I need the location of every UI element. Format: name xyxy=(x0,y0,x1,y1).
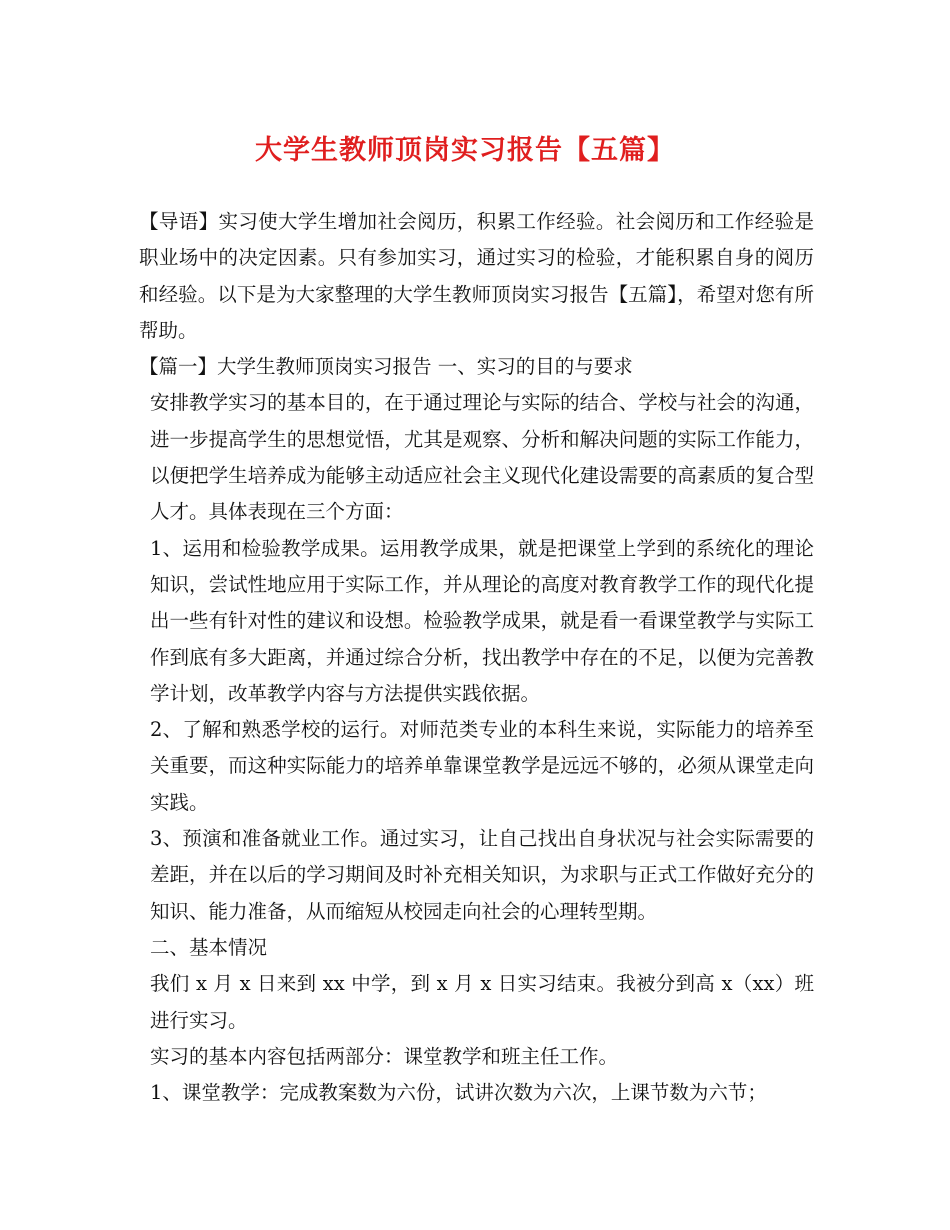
paragraph-section-heading: 【篇一】大学生教师顶岗实习报告 一、实习的目的与要求 xyxy=(139,355,633,379)
paragraph-teaching: 1、课堂教学：完成教案数为六份，试讲次数为六次，上课节数为六节； xyxy=(150,1081,767,1105)
document-title: 大学生教师顶岗实习报告【五篇】 xyxy=(255,135,675,166)
paragraph-intro: 【导语】实习使大学生增加社会阅历，积累工作经验。社会阅历和工作经验是职业场中的决定因素。只有参加实习，通过实习的检验，才能积累自身的阅历和经验。以下是为大家整理的大学生教师顶岗实习报告【五篇】，希望对您有所帮助。 xyxy=(139,210,814,342)
paragraph-basic-info: 我们 x 月 x 日来到 xx 中学，到 x 月 x 日实习结束。我被分到高 x（xx）班进行实习。 xyxy=(150,972,814,1032)
document-body xyxy=(139,204,814,1111)
paragraph-subheading: 二、基本情况 xyxy=(150,935,268,959)
paragraph-content: 实习的基本内容包括两部分：课堂教学和班主任工作。 xyxy=(150,1044,619,1068)
paragraph-purpose: 安排教学实习的基本目的，在于通过理论与实际的结合、学校与社会的沟通，进一步提高学生的思想觉悟，尤其是观察、分析和解决问题的实际工作能力，以便把学生培养成为能够主动适应社会主义现代化建设需要的高素质的复合型人才。具体表现在三个方面： xyxy=(150,391,814,524)
paragraph-point-2: 2、了解和熟悉学校的运行。对师范类专业的本科生来说，实际能力的培养至关重要，而这种实际能力的培养单靠课堂教学是远远不够的，必须从课堂走向实践。 xyxy=(150,718,814,814)
paragraph-point-1: 1、运用和检验教学成果。运用教学成果，就是把课堂上学到的系统化的理论知识，尝试性地应用于实际工作，并从理论的高度对教育教学工作的现代化提出一些有针对性的建议和设想。检验教学成果，就是看一看课堂教学与实际工作到底有多大距离，并通过综合分析，找出教学中存在的不足，以便为完善教学计划，改革教学内容与方法提供实践依据。 xyxy=(150,536,814,705)
paragraph-point-3: 3、预演和准备就业工作。通过实习，让自己找出自身状况与社会实际需要的差距，并在以后的学习期间及时补充相关知识，为求职与正式工作做好充分的知识、能力准备，从而缩短从校园走向社会的心理转型期。 xyxy=(150,827,814,923)
